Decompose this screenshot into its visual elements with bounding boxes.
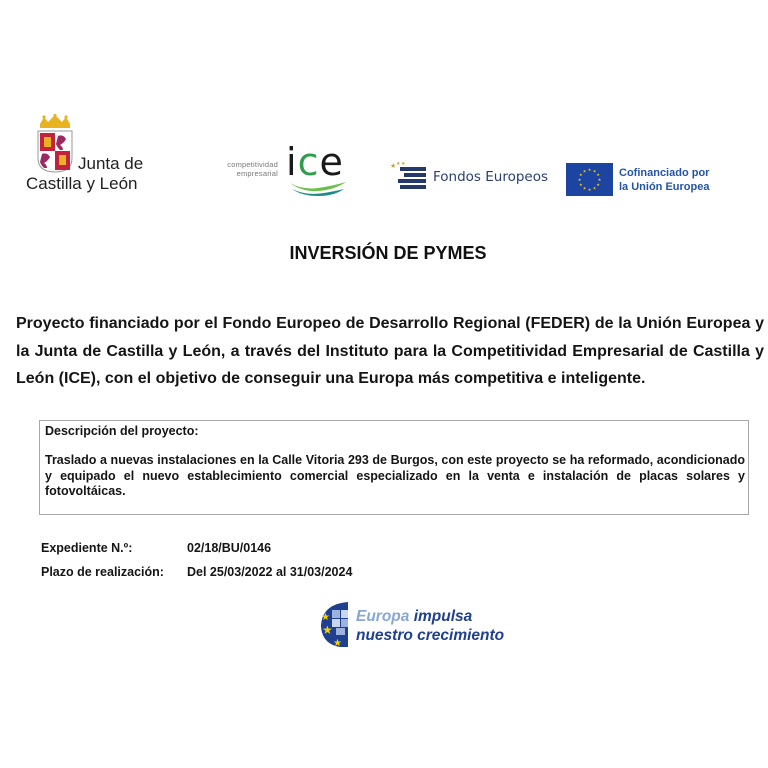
description-heading: Descripción del proyecto: [45,424,199,438]
svg-text:★: ★ [582,185,587,191]
junta-logo-text-line2: Castilla y León [26,174,138,193]
eu-cofinanciado-logo [566,163,726,197]
eu-text-line2: la Unión Europea [619,181,710,193]
plazo-value: Del 25/03/2022 al 31/03/2024 [187,565,353,579]
expediente-label: Expediente N.º: [41,541,133,555]
svg-text:★: ★ [579,172,583,177]
svg-text:★: ★ [582,168,587,174]
eu-cofinanciado-text [619,166,709,194]
fondos-europeos-logo [390,160,549,192]
junta-castilla-leon-logo [26,114,166,194]
impulsa-word: impulsa [413,608,473,625]
europa-impulsa-line2: nuestro crecimiento [356,627,505,644]
svg-text:★: ★ [321,612,330,623]
svg-text:★: ★ [390,163,397,170]
ice-wordmark [286,140,344,184]
svg-text:★: ★ [579,182,583,187]
europa-impulsa-line1 [356,608,472,626]
fondos-europeos-icon [390,160,430,192]
svg-text:★: ★ [592,185,597,191]
coat-of-arms-icon [36,114,74,174]
svg-text:★: ★ [596,172,600,177]
junta-logo-text-line1: Junta de [78,154,144,173]
eu-flag-icon [566,163,613,196]
ice-logo [204,140,354,200]
ice-logo-subtitle [204,160,278,178]
intro-paragraph: Proyecto financiado por el Fondo Europeo de Desarrollo Regional (FEDER) de la Unión Europea y la Junta de Castilla y León, a través del Instituto para la Competitividad Empresarial de Castilla y León (ICE), con el objetivo de conseguir una Europa más competitiva e inteligente. [16,315,764,387]
europa-impulsa-logo [318,600,518,650]
svg-text:★: ★ [333,638,342,648]
ice-subtitle-line2: empresarial [236,169,278,178]
svg-text:★: ★ [396,161,401,167]
description-body: Traslado a nuevas instalaciones en la Calle Vitoria 293 de Burgos, con este proyecto se ha reformado, acondicionado y equipado el nuevo establecimiento comercial especializado en la venta e instalación de placas solares y fotovoltáicas. [45,453,745,498]
project-description-box [39,420,749,515]
svg-text:★: ★ [322,623,333,637]
svg-text:★: ★ [596,182,600,187]
page-title: INVERSIÓN DE PYMES [289,243,487,263]
svg-text:★: ★ [597,177,602,182]
svg-text:★: ★ [587,187,592,192]
ice-letter-i: i [286,140,298,184]
svg-text:★: ★ [401,161,406,167]
svg-text:★: ★ [592,168,597,174]
ice-letter-e: e [319,140,344,184]
eu-text-line1: Cofinanciado por [619,167,710,179]
ice-waves-icon [288,180,348,196]
svg-text:★: ★ [587,167,592,172]
fondos-europeos-text: Fondos Europeos [433,169,549,185]
ice-subtitle-line1: competitividad [227,160,278,169]
europa-word: Europa [356,608,410,625]
plazo-label: Plazo de realización: [41,565,164,579]
svg-text:★: ★ [577,177,582,182]
expediente-value: 02/18/BU/0146 [187,541,272,555]
ice-letter-c: c [297,140,320,184]
